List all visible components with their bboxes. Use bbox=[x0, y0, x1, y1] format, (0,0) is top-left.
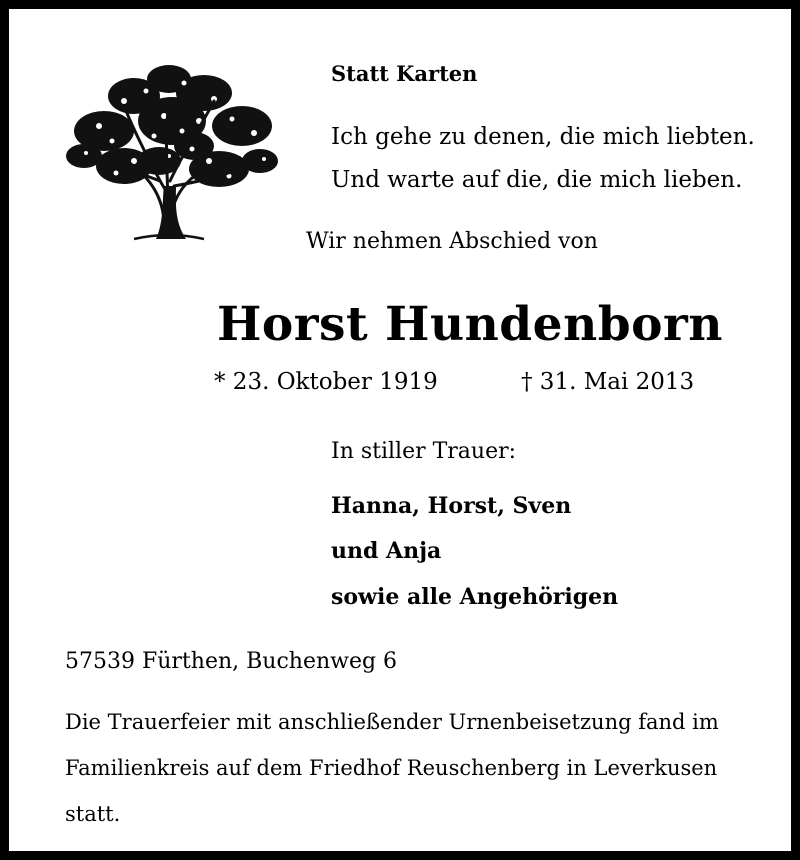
ceremony-line: Familienkreis auf dem Friedhof Reuschenberg in Leverkusen bbox=[65, 756, 718, 780]
family-line: Hanna, Horst, Sven bbox=[331, 493, 572, 519]
ceremony-line: statt. bbox=[65, 802, 121, 826]
tree-icon bbox=[64, 61, 279, 243]
address: 57539 Fürthen, Buchenweg 6 bbox=[65, 649, 398, 674]
ceremony-note bbox=[65, 699, 765, 837]
ceremony-line: Die Trauerfeier mit anschließender Urnenbeisetzung fand im bbox=[65, 710, 719, 734]
notice-heading: Statt Karten bbox=[331, 61, 478, 86]
verse-line-2: Und warte auf die, die mich lieben. bbox=[331, 167, 743, 193]
deceased-name: Horst Hundenborn bbox=[217, 297, 723, 352]
mourning-label: In stiller Trauer: bbox=[331, 439, 517, 464]
family-line: und Anja bbox=[331, 538, 442, 564]
death-date: † 31. Mai 2013 bbox=[521, 369, 695, 395]
family-line: sowie alle Angehörigen bbox=[331, 584, 619, 610]
intro-text: Wir nehmen Abschied von bbox=[306, 229, 598, 254]
birth-date: * 23. Oktober 1919 bbox=[214, 369, 438, 395]
verse-line-1: Ich gehe zu denen, die mich liebten. bbox=[331, 124, 755, 150]
